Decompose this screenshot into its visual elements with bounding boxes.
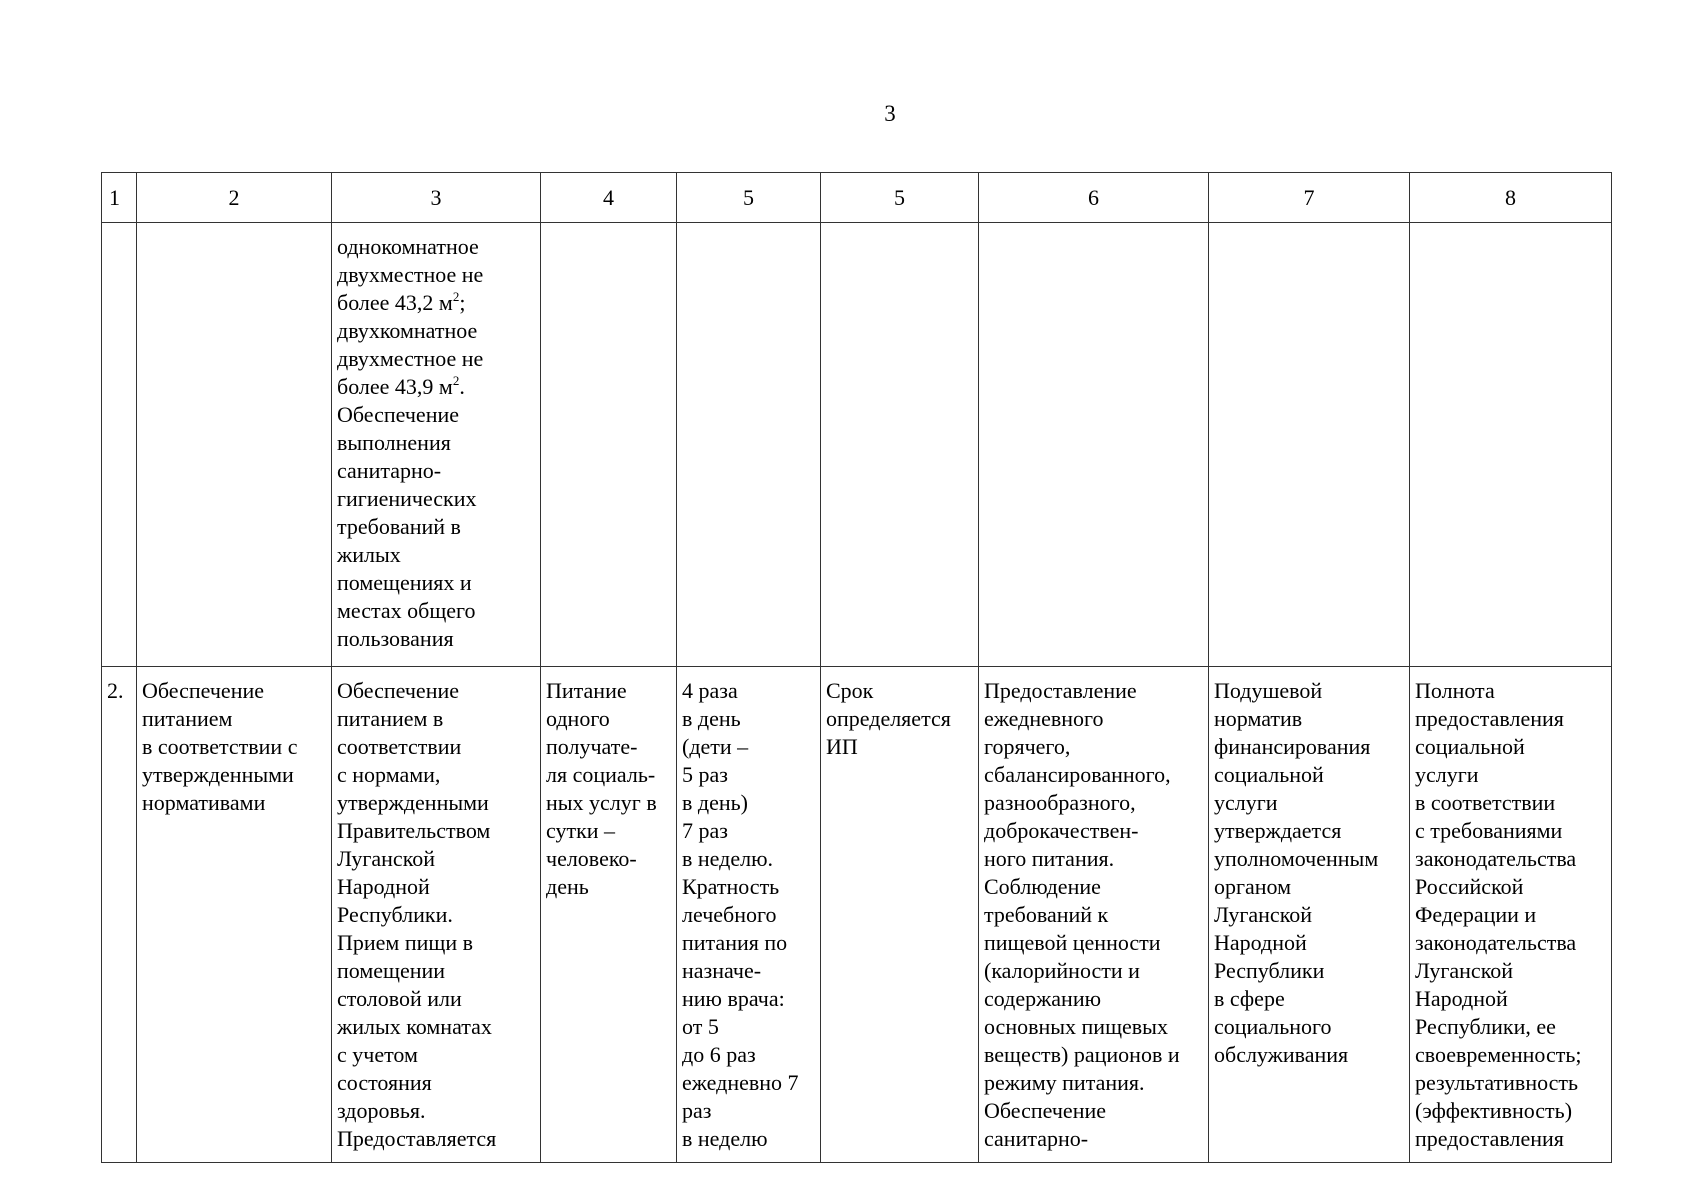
row-number: 2. bbox=[102, 667, 137, 1163]
term-cell: Срок определяется ИП bbox=[821, 667, 979, 1163]
unit-cell: Питание одного получате- ля социаль- ных услуг в сутки – человеко- день bbox=[541, 667, 677, 1163]
service-description-cell: Обеспечение питанием в соответствии с нормами, утвержденными Правительством Луганской Народной Республики. Прием пищи в помещении столовой или жилых комнатах с учетом состояния здоровья. Предоставляется bbox=[332, 667, 541, 1163]
service-name-cell: Обеспечение питанием в соответствии с утвержденными нормативами bbox=[137, 667, 332, 1163]
services-table bbox=[101, 172, 1612, 1163]
page-number: 3 bbox=[884, 101, 896, 126]
header-cell: 1 bbox=[102, 173, 137, 223]
header-cell: 2 bbox=[137, 173, 332, 223]
text-fragment: однокомнатное двухместное не более 43,2 м bbox=[337, 234, 484, 315]
table-header-row bbox=[102, 173, 1612, 223]
header-cell: 5 bbox=[677, 173, 821, 223]
text-fragment: . Обеспечение выполнения санитарно- гигиенических требований в жилых помещениях и местах общего пользования bbox=[337, 374, 477, 651]
table-row-2 bbox=[102, 667, 1612, 1163]
table-cell bbox=[821, 223, 979, 667]
header-cell: 7 bbox=[1209, 173, 1410, 223]
table-cell bbox=[1209, 223, 1410, 667]
table-cell-description bbox=[332, 223, 541, 667]
table-cell bbox=[979, 223, 1209, 667]
superscript: 2 bbox=[452, 289, 460, 304]
evaluation-cell: Полнота предоставления социальной услуги в соответствии с требованиями законодательства Российской Федерации и законодательства Луганской Народной Республики, ее своевременность; результативность (эффективность) предоставления bbox=[1410, 667, 1612, 1163]
text-fragment: ; двухкомнатное двухместное не более 43,9 м bbox=[337, 290, 484, 399]
funding-cell: Подушевой норматив финансирования социальной услуги утверждается уполномоченным органом Луганской Народной Республики в сфере социального обслуживания bbox=[1209, 667, 1410, 1163]
superscript: 2 bbox=[452, 373, 460, 388]
table-cell bbox=[677, 223, 821, 667]
frequency-cell: 4 раза в день (дети – 5 раз в день) 7 раз в неделю. Кратность лечебного питания по назначе- нию врача: от 5 до 6 раз ежедневно 7 раз в неделю bbox=[677, 667, 821, 1163]
table-cell bbox=[137, 223, 332, 667]
header-cell: 8 bbox=[1410, 173, 1612, 223]
header-cell: 5 bbox=[821, 173, 979, 223]
table-row-continuation bbox=[102, 223, 1612, 667]
quality-indicators-cell: Предоставление ежедневного горячего, сбалансированного, разнообразного, доброкачествен- ного питания. Соблюдение требований к пищевой ценности (калорийности и содержанию основных пищевых веществ) рационов и режиму питания. Обеспечение санитарно- bbox=[979, 667, 1209, 1163]
header-cell: 3 bbox=[332, 173, 541, 223]
table-cell bbox=[541, 223, 677, 667]
header-cell: 6 bbox=[979, 173, 1209, 223]
header-cell: 4 bbox=[541, 173, 677, 223]
table-cell bbox=[1410, 223, 1612, 667]
table-cell bbox=[102, 223, 137, 667]
